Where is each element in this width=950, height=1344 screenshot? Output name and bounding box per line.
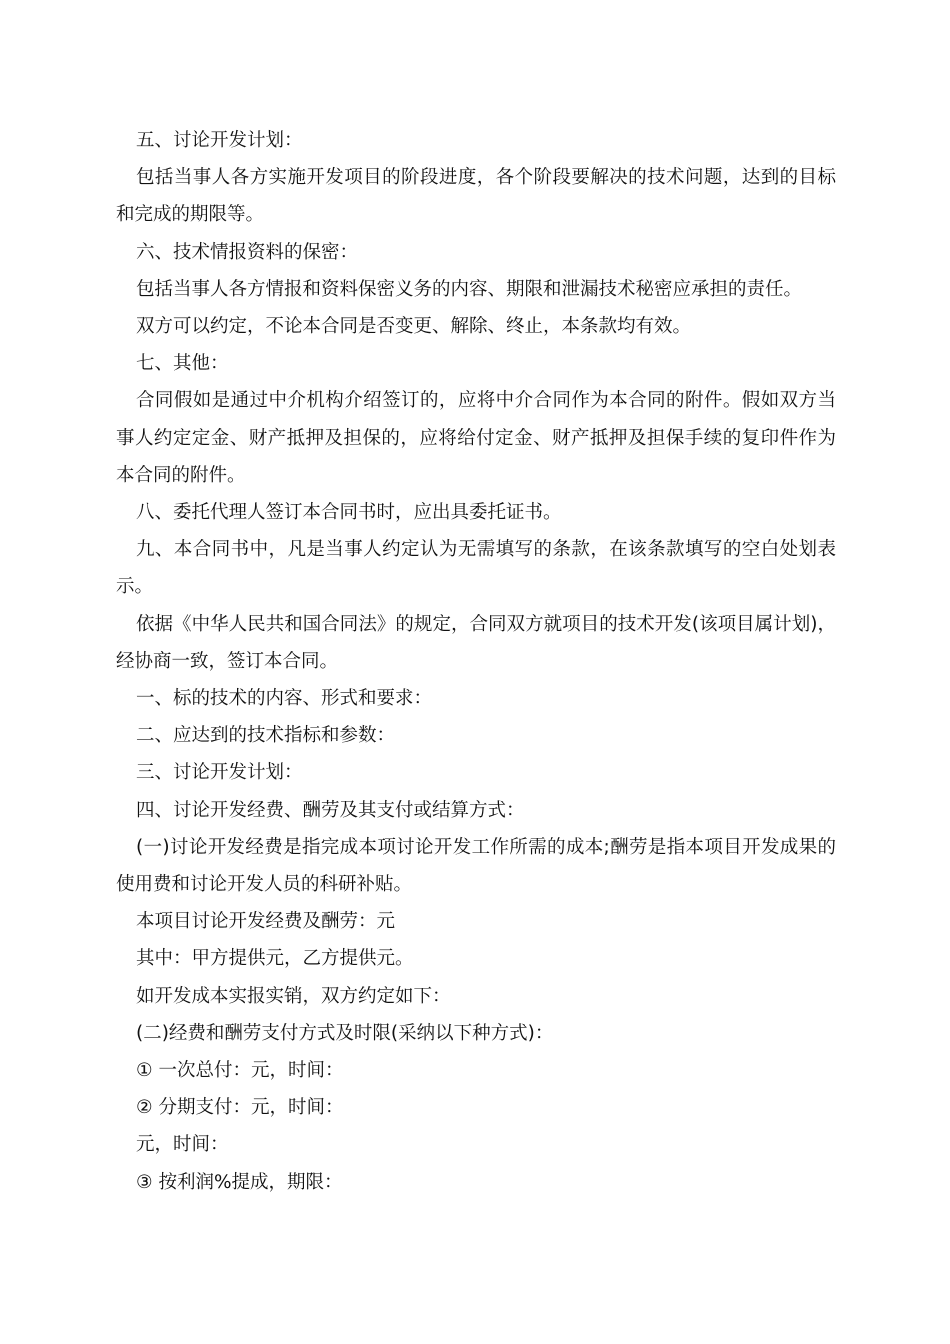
paragraph-funding-split: 其中：甲方提供元，乙方提供元。 bbox=[136, 948, 414, 970]
paragraph-blank-clauses: 九、本合同书中，凡是当事人约定认为无需填写的条款，在该条款填写的空白处划表示。 bbox=[116, 539, 836, 598]
paragraph-agent-certificate: 八、委托代理人签订本合同书时，应出具委托证书。 bbox=[136, 502, 562, 524]
list-item-installments: ② 分期支付：元，时间： bbox=[136, 1097, 344, 1119]
section-heading-funding: 四、讨论开发经费、酬劳及其支付或结算方式： bbox=[136, 799, 525, 821]
document-body bbox=[116, 122, 836, 1201]
list-item-lump-sum: ① 一次总付：元，时间： bbox=[136, 1060, 344, 1082]
section-heading-plan: 三、讨论开发计划： bbox=[136, 762, 303, 784]
section-heading-other: 七、其他： bbox=[136, 353, 229, 375]
list-item-profit-share: ③ 按利润%提成，期限： bbox=[136, 1171, 343, 1193]
paragraph-confidentiality-validity: 双方可以约定，不论本合同是否变更、解除、终止，本条款均有效。 bbox=[136, 316, 692, 338]
section-heading-indicators: 二、应达到的技术指标和参数： bbox=[136, 725, 396, 747]
paragraph-confidentiality-detail: 包括当事人各方情报和资料保密义务的内容、期限和泄漏技术秘密应承担的责任。 bbox=[136, 278, 803, 300]
paragraph-reimbursement: 如开发成本实报实销，双方约定如下： bbox=[136, 985, 451, 1007]
list-item-installment-continued: 元，时间： bbox=[136, 1134, 229, 1156]
section-heading-confidentiality: 六、技术情报资料的保密： bbox=[136, 241, 359, 263]
paragraph-funding-amount: 本项目讨论开发经费及酬劳：元 bbox=[136, 911, 396, 933]
paragraph-payment-method: (二)经费和酬劳支付方式及时限(采纳以下种方式)： bbox=[136, 1022, 554, 1044]
section-heading-dev-plan: 五、讨论开发计划： bbox=[136, 130, 303, 151]
section-heading-subject: 一、标的技术的内容、形式和要求： bbox=[136, 688, 433, 710]
paragraph-other-detail: 合同假如是通过中介机构介绍签订的，应将中介合同作为本合同的附件。假如双方当事人约定定金、财产抵押及担保的，应将给付定金、财产抵押及担保手续的复印件作为本合同的附件。 bbox=[116, 390, 836, 486]
paragraph-dev-plan-detail: 包括当事人各方实施开发项目的阶段进度，各个阶段要解决的技术问题，达到的目标和完成的期限等。 bbox=[116, 167, 836, 226]
paragraph-contract-basis: 依据《中华人民共和国合同法》的规定，合同双方就项目的技术开发(该项目属计划)，经协商一致，签订本合同。 bbox=[116, 613, 836, 672]
paragraph-funding-definition: (一)讨论开发经费是指完成本项讨论开发工作所需的成本;酬劳是指本项目开发成果的使用费和讨论开发人员的科研补贴。 bbox=[116, 836, 836, 896]
